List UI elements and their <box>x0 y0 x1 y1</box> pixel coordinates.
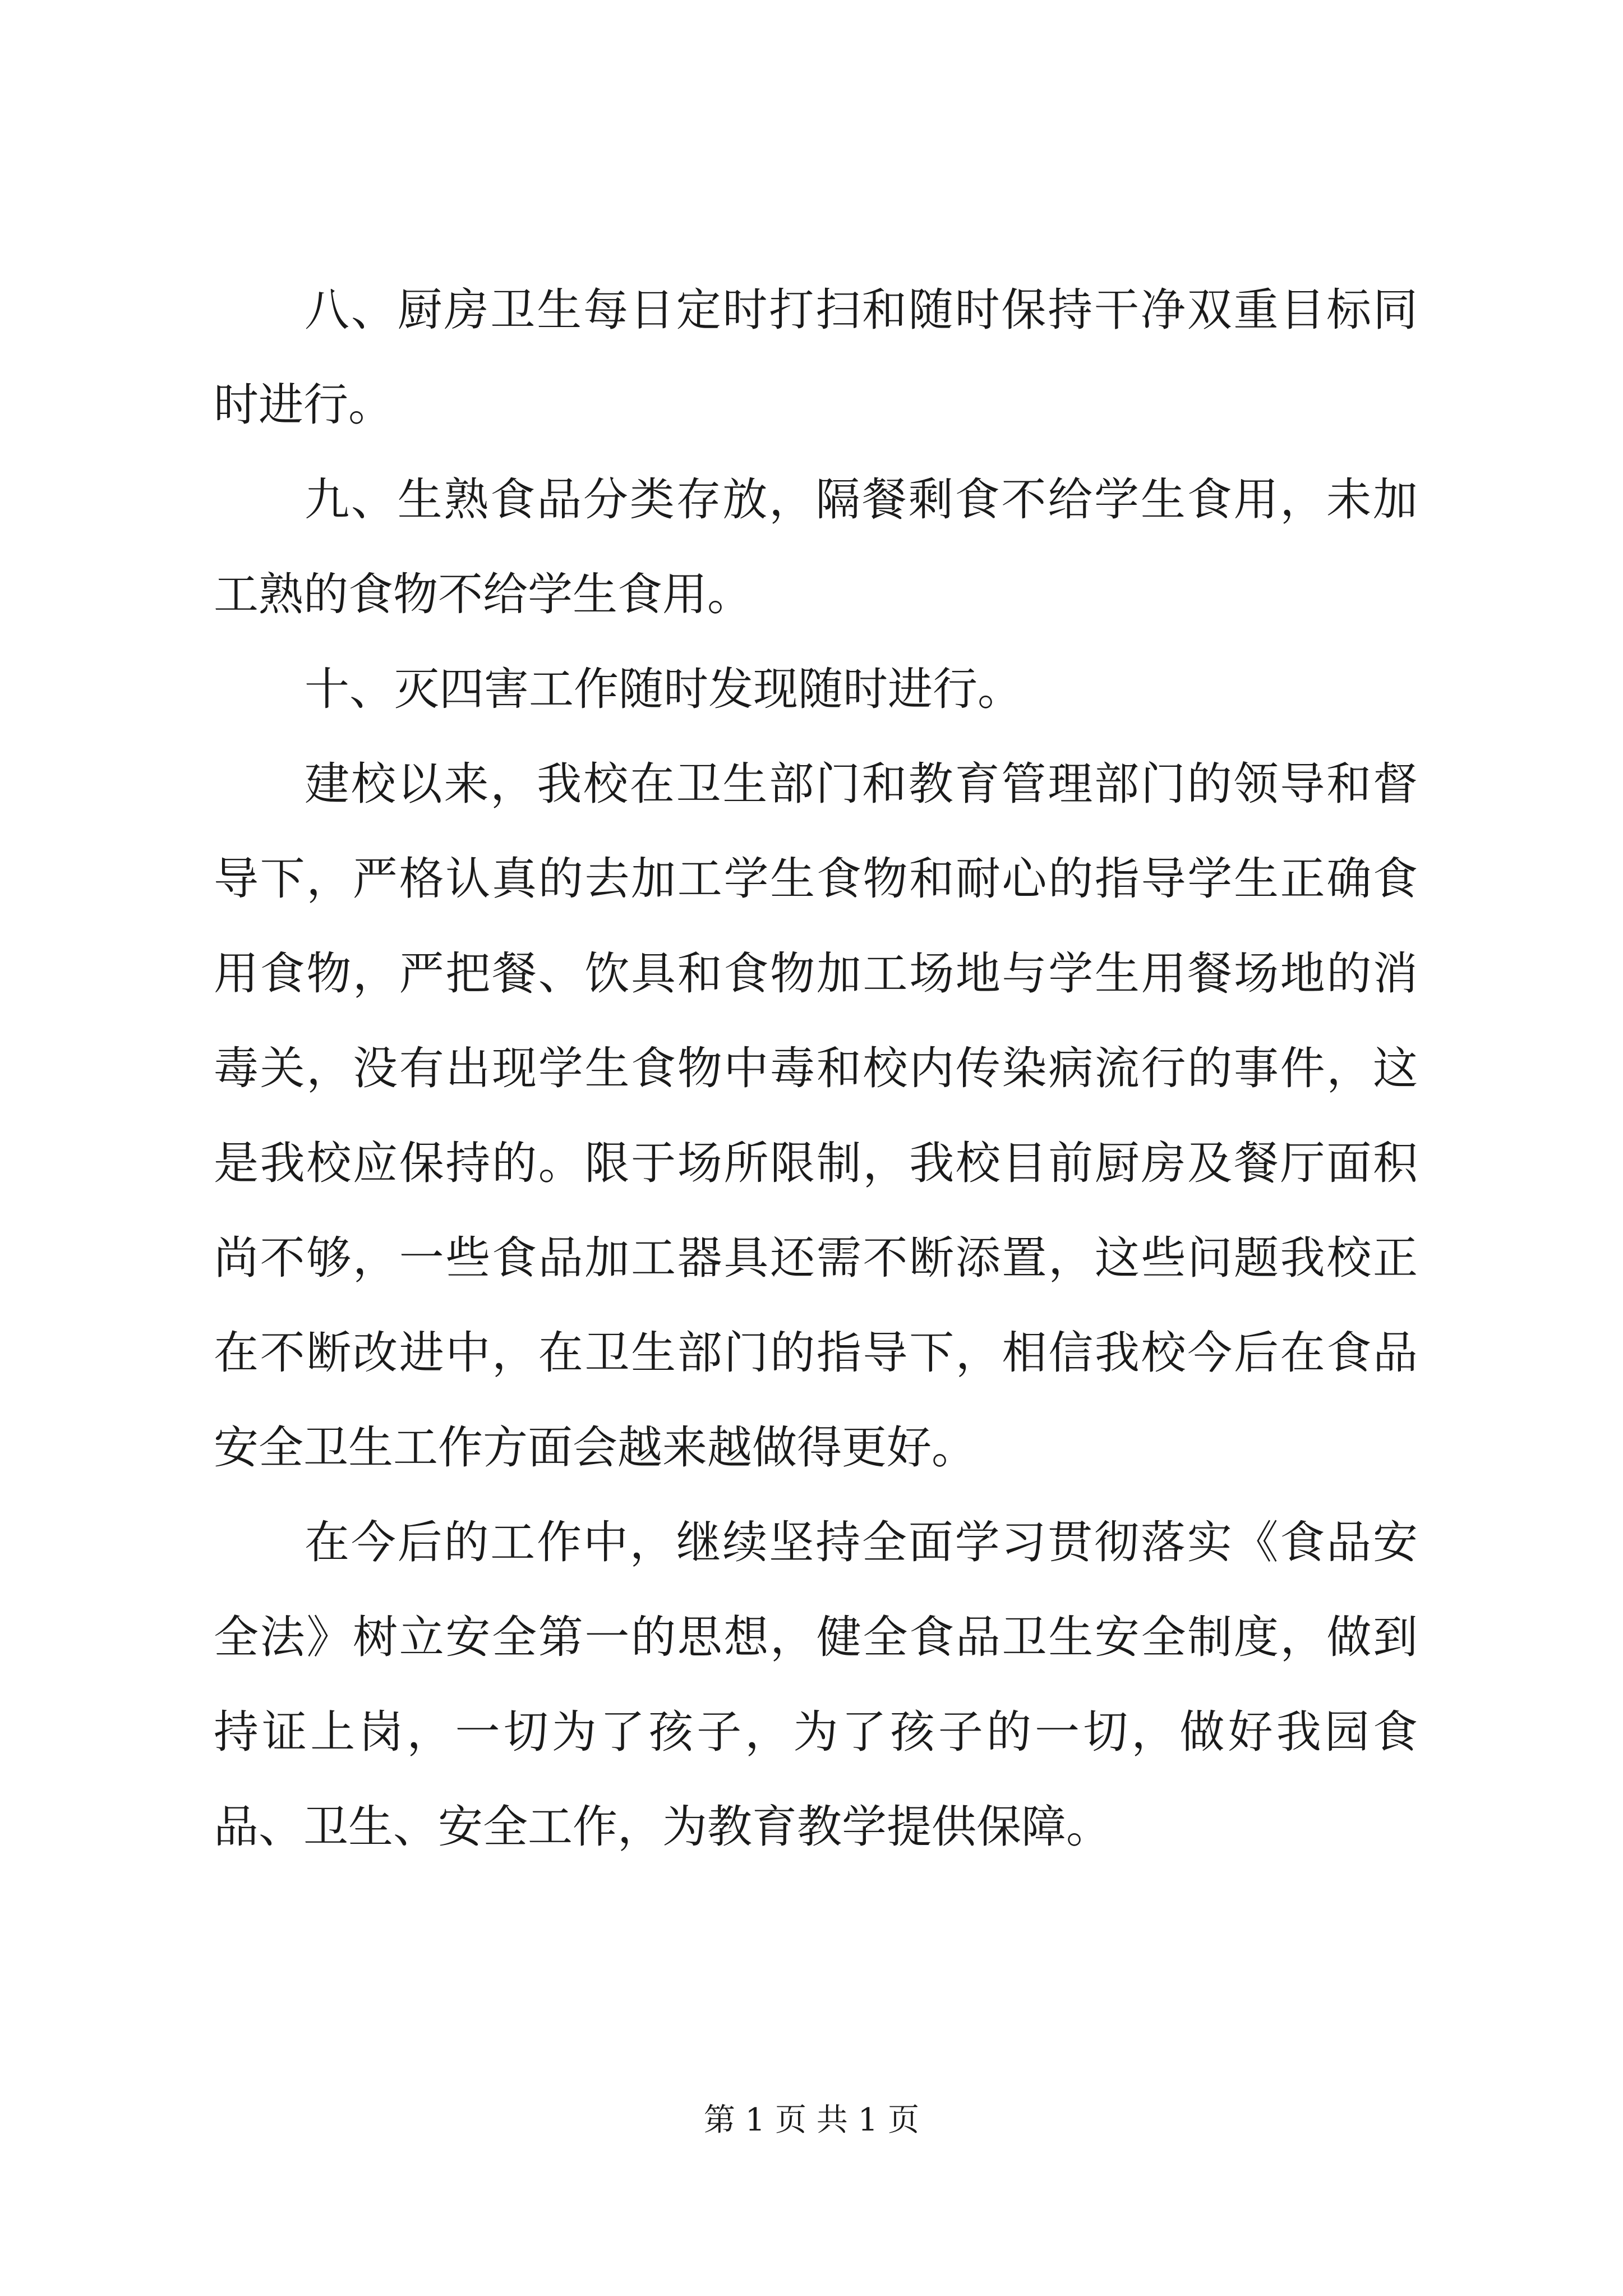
paragraph-item-8: 八、厨房卫生每日定时打扫和随时保持干净双重目标同时进行。 <box>214 284 1418 431</box>
document-body <box>214 263 1418 1874</box>
paragraph-summary: 建校以来，我校在卫生部门和教育管理部门的领导和督导下，严格认真的去加工学生食物和耐心的指导学生正确食用食物，严把餐、饮具和食物加工场地与学生用餐场地的消毒关，没有出现学生食物中毒和校内传染病流行的事件，这是我校应保持的。限于场所限制，我校目前厨房及餐厅面积尚不够，一些食品加工器具还需不断添置，这些问题我校正在不断改进中，在卫生部门的指导下，相信我校今后在食品安全卫生工作方面会越来越做得更好。 <box>214 758 1418 1474</box>
paragraph-future-work: 在今后的工作中，继续坚持全面学习贯彻落实《食品安全法》树立安全第一的思想，健全食品卫生安全制度，做到持证上岗，一切为了孩子，为了孩子的一切，做好我园食品、卫生、安全工作，为教育教学提供保障。 <box>214 1516 1418 1853</box>
page-footer: 第 1 页 共 1 页 <box>703 2102 920 2138</box>
paragraph-item-9: 九、生熟食品分类存放，隔餐剩食不给学生食用，未加工熟的食物不给学生食用。 <box>214 473 1418 620</box>
paragraph-item-10: 十、灭四害工作随时发现随时进行。 <box>305 663 1022 715</box>
